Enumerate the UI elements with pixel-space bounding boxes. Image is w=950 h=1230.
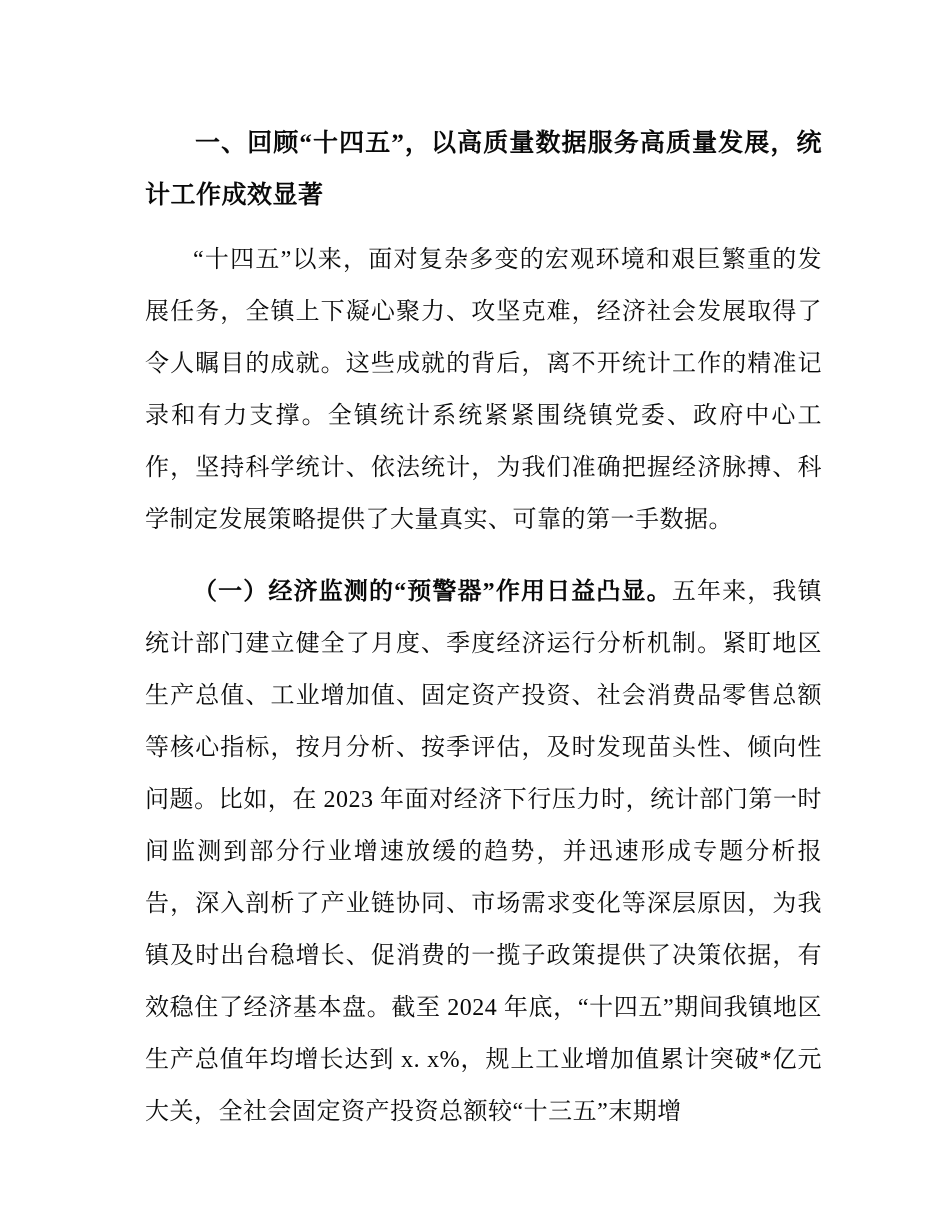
subsection-1-lead: （一）经济监测的“预警器”作用日益凸显。 [193,579,672,605]
section-heading: 一、回顾“十四五”，以高质量数据服务高质量发展，统计工作成效显著 [145,130,822,209]
paragraph-subsection-1 [145,566,822,1138]
subsection-1-body: 五年来，我镇统计部门建立健全了月度、季度经济运行分析机制。紧盯地区生产总值、工业增加值、固定资产投资、社会消费品零售总额等核心指标，按月分析、按季评估，及时发现苗头性、倾向性问题。比如，在 2023 年面对经济下行压力时，统计部门第一时间监测到部分行业增速放缓的趋势，并迅速形成专题分析报告，深入剖析了产业链协同、市场需求变化等深层原因，为我镇及时出台稳增长、促消费的一揽子政策提供了决策依据，有效稳住了经济基本盘。截至 2024 年底，“十四五”期间我镇地区生产总值年均增长达到 x. x%，规上工业增加值累计突破*亿元大关，全社会固定资产投资总额较“十三五”末期增 [145,579,823,1125]
paragraph-intro: “十四五”以来，面对复杂多变的宏观环境和艰巨繁重的发展任务，全镇上下凝心聚力、攻坚克难，经济社会发展取得了令人瞩目的成就。这些成就的背后，离不开统计工作的精准记录和有力支撑。全镇统计系统紧紧围绕镇党委、政府中心工作，坚持科学统计、依法统计，为我们准确把握经济脉搏、科学制定发展策略提供了大量真实、可靠的第一手数据。 [145,247,822,533]
